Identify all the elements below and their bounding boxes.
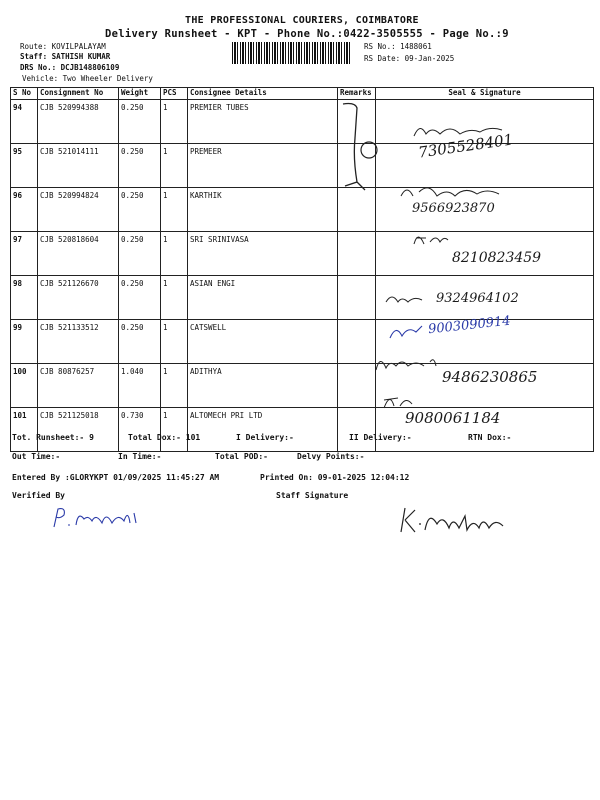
cell-consignee: ADITHYA: [188, 364, 338, 408]
verifier-signature: [48, 505, 148, 533]
ii-delivery: II Delivery:-: [349, 433, 412, 442]
delvy-points: Delvy Points:-: [297, 452, 365, 461]
handwritten-phone: 9003090914: [427, 313, 512, 338]
cell-consignment: CJB 80876257: [38, 364, 119, 408]
cell-consignment: CJB 520994388: [38, 100, 119, 144]
cell-consignee: PREMEER: [188, 144, 338, 188]
entered-by: Entered By :GLORYKPT 01/09/2025 11:45:27 AM: [12, 473, 220, 482]
cell-sno: 98: [11, 276, 38, 320]
handwritten-phone: 9324964102: [436, 291, 519, 306]
cell-weight: 1.040: [119, 364, 161, 408]
table-row: [11, 188, 594, 232]
cell-consignment: CJB 521014111: [38, 144, 119, 188]
remarks-bracket-mark: [335, 98, 385, 198]
cell-sno: 95: [11, 144, 38, 188]
cell-sno: 99: [11, 320, 38, 364]
cell-pcs: 1: [161, 364, 188, 408]
handwritten-signature: [382, 290, 432, 310]
rs-date: RS Date: 09-Jan-2025: [364, 54, 455, 63]
cell-weight: 0.250: [119, 276, 161, 320]
cell-sno: 96: [11, 188, 38, 232]
i-delivery: I Delivery:-: [236, 433, 294, 442]
rs-no: RS No.: 1488061: [364, 42, 432, 51]
cell-weight: 0.730: [119, 408, 161, 452]
in-time: In Time:-: [118, 452, 162, 461]
cell-consignment: CJB 521125018: [38, 408, 119, 452]
table-header-row: [11, 88, 594, 100]
col-pcs: PCS: [161, 88, 188, 100]
cell-weight: 0.250: [119, 232, 161, 276]
cell-consignment: CJB 520994824: [38, 188, 119, 232]
cell-remarks: [338, 320, 376, 364]
col-consignee: Consignee Details: [188, 88, 338, 100]
cell-consignment: CJB 521133512: [38, 320, 119, 364]
cell-pcs: 1: [161, 232, 188, 276]
out-time: Out Time:-: [12, 452, 61, 461]
staff-label: Staff: SATHISH KUMAR: [20, 52, 111, 61]
cell-weight: 0.250: [119, 320, 161, 364]
cell-consignee: PREMIER TUBES: [188, 100, 338, 144]
cell-consignee: CATSWELL: [188, 320, 338, 364]
cell-weight: 0.250: [119, 144, 161, 188]
rtn-dox: RTN Dox:-: [468, 433, 512, 442]
runsheet-subtitle: Delivery Runsheet - KPT - Phone No.:0422-3505555 - Page No.:9: [105, 28, 509, 40]
cell-sno: 94: [11, 100, 38, 144]
drs-label: DRS No.: DCJB148806109: [20, 63, 120, 72]
handwritten-phone: 9566923870: [412, 201, 495, 216]
cell-remarks: [338, 364, 376, 408]
tot-runsheet: Tot. Runsheet:- 9: [12, 433, 94, 442]
handwritten-signature: [372, 352, 442, 376]
cell-sno: 101: [11, 408, 38, 452]
total-pod: Total POD:-: [215, 452, 268, 461]
cell-pcs: 1: [161, 144, 188, 188]
cell-weight: 0.250: [119, 100, 161, 144]
handwritten-phone: 8210823459: [452, 250, 542, 266]
cell-sno: 100: [11, 364, 38, 408]
cell-consignee: SRI SRINIVASA: [188, 232, 338, 276]
col-remarks: Remarks: [338, 88, 376, 100]
cell-consignment: CJB 520818604: [38, 232, 119, 276]
route-label: Route: KOVILPALAYAM: [20, 42, 106, 51]
cell-pcs: 1: [161, 320, 188, 364]
staff-signature-label: Staff Signature: [276, 491, 349, 500]
handwritten-phone: 9486230865: [442, 368, 538, 386]
handwritten-phone: 9080061184: [405, 409, 501, 427]
cell-pcs: 1: [161, 408, 188, 452]
barcode: [232, 42, 352, 64]
cell-consignment: CJB 521126670: [38, 276, 119, 320]
company-title: THE PROFESSIONAL COURIERS, COIMBATORE: [185, 15, 419, 26]
col-consignment: Consignment No: [38, 88, 119, 100]
handwritten-signature: [410, 228, 450, 250]
cell-pcs: 1: [161, 188, 188, 232]
cell-consignee: ASIAN ENGI: [188, 276, 338, 320]
col-weight: Weight: [119, 88, 161, 100]
cell-consignee: KARTHIK: [188, 188, 338, 232]
cell-remarks: [338, 408, 376, 452]
handwritten-signature-blue: [386, 320, 426, 342]
cell-remarks: [338, 232, 376, 276]
col-signature: Seal & Signature: [376, 88, 594, 100]
handwritten-phone: 7305528401: [417, 130, 515, 162]
verified-by-label: Verified By: [12, 491, 65, 500]
cell-sno: 97: [11, 232, 38, 276]
cell-remarks: [338, 276, 376, 320]
cell-pcs: 1: [161, 276, 188, 320]
vehicle-label: Vehicle: Two Wheeler Delivery: [22, 74, 153, 83]
table-row: [11, 144, 594, 188]
cell-pcs: 1: [161, 100, 188, 144]
col-sno: S No: [11, 88, 38, 100]
cell-consignee: ALTOMECH PRI LTD: [188, 408, 338, 452]
cell-weight: 0.250: [119, 188, 161, 232]
staff-signature: [395, 502, 510, 536]
table-row: [11, 408, 594, 452]
printed-on: Printed On: 09-01-2025 12:04:12: [260, 473, 410, 482]
total-dox: Total Dox:- 101: [128, 433, 201, 442]
